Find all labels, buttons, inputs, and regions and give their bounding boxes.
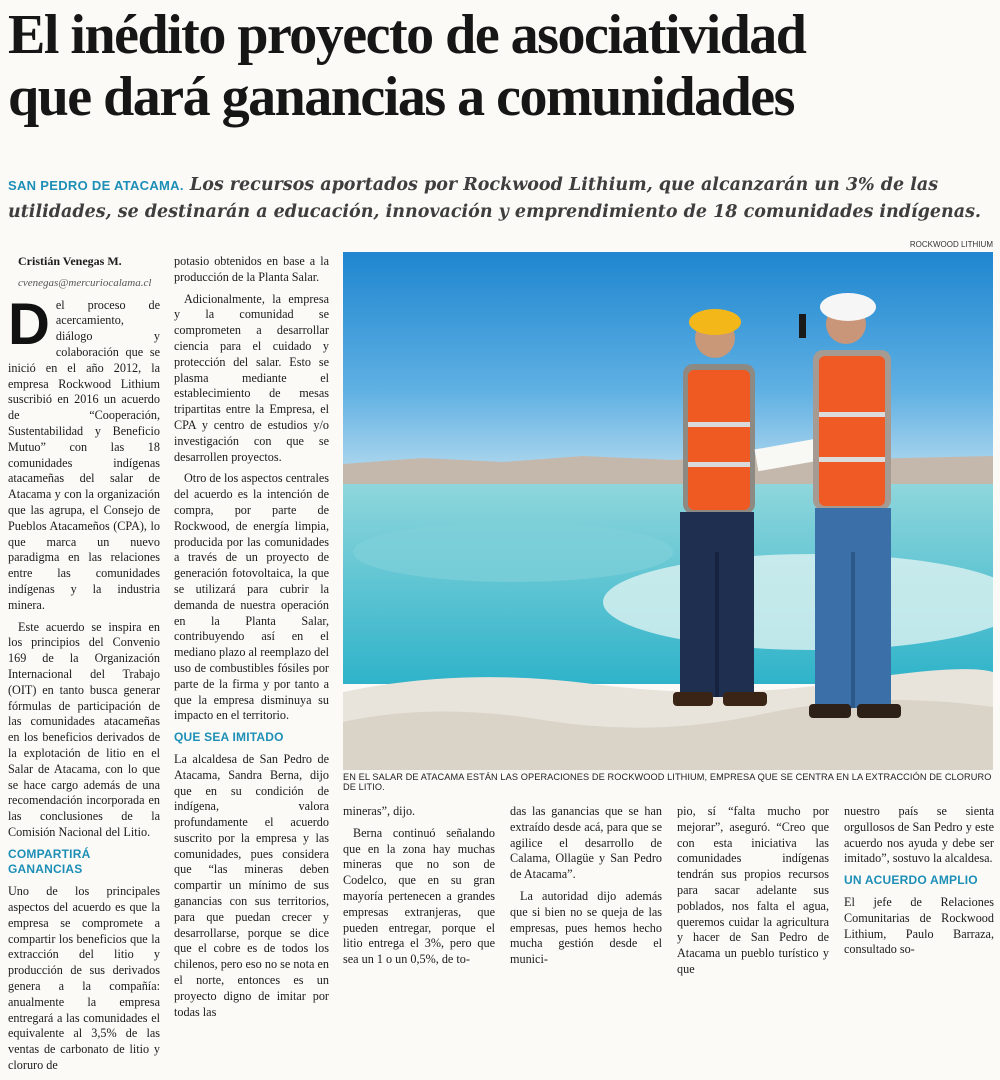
lead-paragraph [8, 172, 993, 226]
headline [8, 4, 993, 128]
paragraph: Uno de los principales aspectos del acuerdo es que la empresa se compromete a compartir los beneficios que la extracción del litio y producción de sus derivados genera a la compañía: anualmente la empresa entregará a las comunidades el equivalente al 3,5% de las ventas de carbonato de litio y cloruro de [8, 884, 160, 1073]
salar-workers-image [343, 252, 993, 770]
article-column-3 [343, 804, 495, 974]
paragraph: Este acuerdo se inspira en los principios del Convenio 169 de la Organización Internacional del Trabajo (OIT) en tanto busca generar fórmulas de participación de las comunidades atacameñas en los beneficios derivados de la explotación de litio en el Salar de Atacama, con lo que se hace cargo además de una recomendación incorporada en las conclusiones de la Comisión Nacional del Litio. [8, 619, 160, 839]
paragraph: La autoridad dijo además que si bien no se queja de las empresas, pues hemos hecho mucha gestión desde el munici- [510, 888, 662, 967]
article-column-1 [8, 254, 160, 1080]
photo-caption: EN EL SALAR DE ATACAMA ESTÁN LAS OPERACIONES DE ROCKWOOD LITHIUM, EMPRESA QUE SE CENTRA EN LA EXTRACCIÓN DE CLORURO DE LITIO. [343, 772, 992, 792]
byline-author: Cristián Venegas M. [18, 254, 122, 268]
lead-text: Los recursos aportados por Rockwood Lithium, que alcanzarán un 3% de las utilidades, se destinarán a educación, innovación y emprendimiento de 18 comunidades indígenas. [8, 175, 982, 222]
subhead-un-acuerdo-amplio: UN ACUERDO AMPLIO [844, 873, 978, 888]
photo-credit: ROCKWOOD LITHIUM [909, 240, 993, 249]
subhead-que-sea-imitado: QUE SEA IMITADO [174, 730, 284, 745]
subhead-compartira-ganancias: COMPARTIRÁ GANANCIAS [8, 846, 91, 877]
paragraph: das las ganancias que se han extraído desde acá, para que se agilice el desarrollo de Calama, Ollagüe y San Pedro de Atacama”. [510, 804, 662, 882]
byline-email[interactable]: cvenegas@mercuriocalama.cl [18, 276, 152, 289]
lead-kicker: SAN PEDRO DE ATACAMA. [8, 178, 184, 193]
paragraph: potasio obtenidos en base a la producción de la Planta Salar. [174, 254, 329, 284]
article-column-5 [677, 804, 829, 984]
paragraph: Adicionalmente, la empresa y la comunidad se comprometen a desarrollar ciencia para el cuidado y protección del salar. Esto se plasma mediante el establecimiento de mesas tripartitas entre la Empresa, el CPA y centro de estudios y/o investigación con que se desarrollen proyectos. [174, 291, 329, 464]
headline-line-1: El inédito proyecto de asociatividad [8, 4, 806, 66]
paragraph: pio, sí “falta mucho por mejorar”, aseguró. “Creo que con esta iniciativa las comunidades indígenas tendrán sus propios recursos para sacar adelante sus poblados, nos falta el agua, queremos cuidar la agricultura y hacer de San Pedro de Atacama un pueblo turístico y que [677, 804, 829, 976]
paragraph: nuestro país se sienta orgullosos de San Pedro y este acuerdo nos ayuda y debe ser imitado”, sostuvo la alcaldesa. [844, 804, 994, 866]
paragraph: La alcaldesa de San Pedro de Atacama, Sandra Berna, dijo que en su condición de indígena, valora profundamente el acuerdo suscrito por la empresa y las comunidades, pues considera que “las mineras deben compartir un mínimo de sus ganancias con sus territorios, para que puedan crecer y desarrollarse, porque se dice que el cobre es de todos los chilenos, pero eso no se nota en el norte, entonces es un proyecto digno de imitar por todas las [174, 751, 329, 1019]
paragraph: Berna continuó señalando que en la zona hay muchas mineras que no son de Codelco, que en su gran mayoría pertenecen a grandes empresas extranjeras, que pueden entregar, porque el litio entrega el 3%, pero que sea un 1 o un 0,5%, de to- [343, 825, 495, 967]
paragraph: Del proceso de acercamiento, diálogo y colaboración que se inició en el año 2012, la empresa Rockwood Lithium suscribió en 2016 un acuerdo de “Cooperación, Sustentabilidad y Beneficio Mutuo” con las 18 comunidades indígenas atacameñas del salar de Atacama y con la organización que las agrupa, el Consejo de Pueblos Atacameños (CPA), lo que marca un nuevo paradigma en las relaciones entre las comunidades indígenas y la industria minera. [8, 291, 160, 612]
worker-left [673, 309, 767, 706]
article-column-4 [510, 804, 662, 974]
paragraph: El jefe de Relaciones Comunitarias de Rockwood Lithium, Paulo Barraza, consultado so- [844, 894, 994, 957]
drop-cap: D [8, 291, 50, 357]
article-photo [343, 252, 993, 770]
paragraph: Otro de los aspectos centrales del acuerdo es la intención de compra, por parte de Rockwood, de energía limpia, producida por las comunidades a través de un proyecto de generación fotovoltaica, la que se utilizará para cubrir la demanda de nuestra operación en la Planta Salar, contribuyendo así en el mediano plazo al reemplazo del uso de combustibles fósiles por parte de la firma y por tanto a que la empresa disminuya su impacto en el territorio. [174, 471, 329, 723]
article-column-2 [174, 254, 329, 1026]
article-column-6 [844, 804, 994, 964]
paragraph: mineras”, dijo. [343, 804, 416, 818]
headline-line-2: que dará ganancias a comunidades [8, 66, 794, 128]
